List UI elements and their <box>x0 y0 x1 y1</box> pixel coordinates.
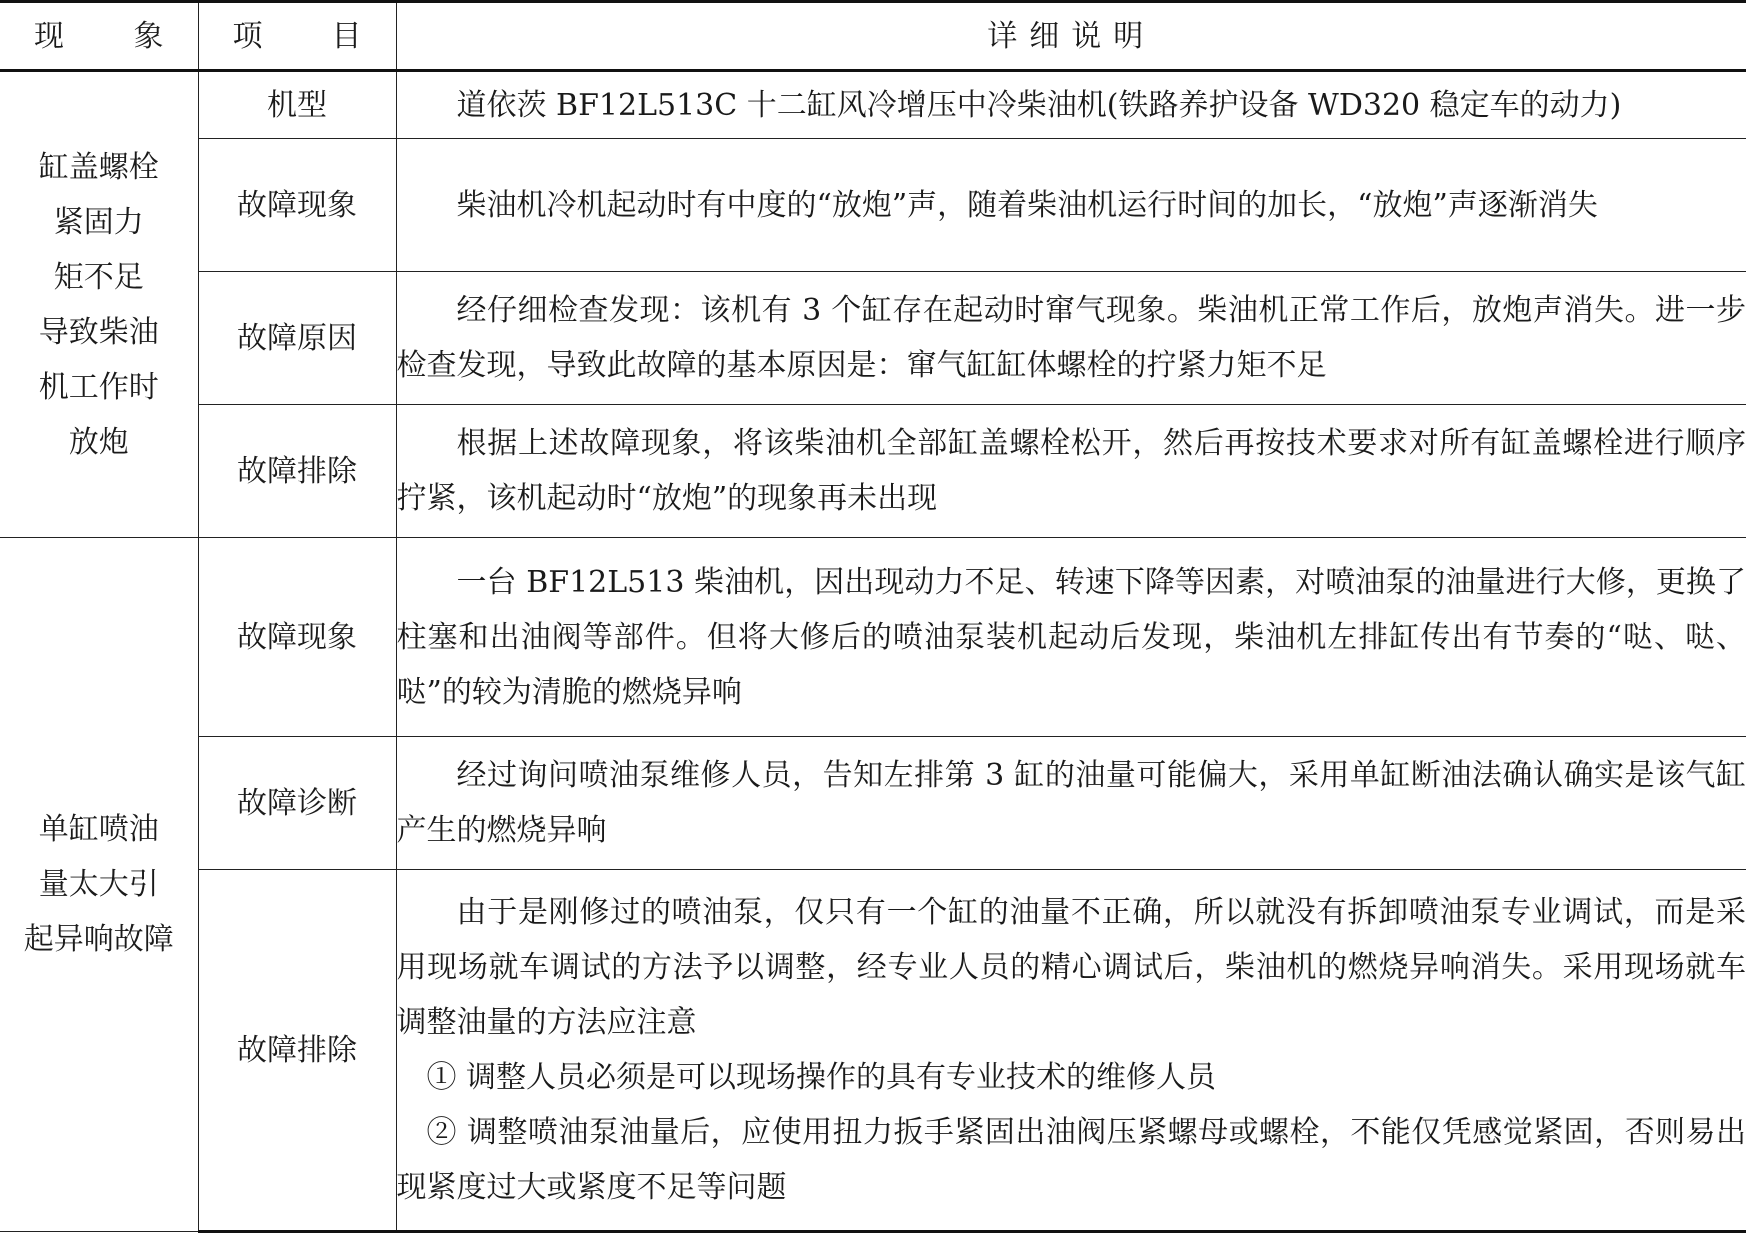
detail-cell <box>396 870 1746 1232</box>
phenomenon-line: 单缸喷油 <box>0 802 198 857</box>
phenomenon-line: 起异响故障 <box>0 912 198 967</box>
detail-paragraph: 经仔细检查发现：该机有 3 个缸存在起动时窜气现象。柴油机正常工作后，放炮声消失。进一步检查发现，导致此故障的基本原因是：窜气缸缸体螺栓的拧紧力矩不足 <box>397 283 1746 393</box>
phenomenon-line: 导致柴油 <box>0 305 198 360</box>
header-phenomenon <box>0 2 198 71</box>
header-phenomenon-char: 象 <box>134 9 164 64</box>
item-label: 故障原因 <box>198 272 396 405</box>
table-row <box>0 870 1746 1232</box>
detail-numbered-item: ① 调整人员必须是可以现场操作的具有专业技术的维修人员 <box>397 1050 1746 1105</box>
phenomenon-line: 放炮 <box>0 415 198 470</box>
detail-paragraph: 一台 BF12L513 柴油机，因出现动力不足、转速下降等因素，对喷油泵的油量进行大修，更换了柱塞和出油阀等部件。但将大修后的喷油泵装机起动后发现，柴油机左排缸传出有节奏的“哒、哒、哒”的较为清脆的燃烧异响 <box>397 555 1746 720</box>
detail-cell <box>396 272 1746 405</box>
item-label: 故障现象 <box>198 139 396 272</box>
detail-paragraph: 由于是刚修过的喷油泵，仅只有一个缸的油量不正确，所以就没有拆卸喷油泵专业调试，而是采用现场就车调试的方法予以调整，经专业人员的精心调试后，柴油机的燃烧异响消失。采用现场就车调整油量的方法应注意 <box>397 885 1746 1050</box>
table-row <box>0 139 1746 272</box>
detail-cell <box>396 737 1746 870</box>
detail-paragraph: 道依茨 BF12L513C 十二缸风冷增压中冷柴油机(铁路养护设备 WD320 稳定车的动力) <box>397 78 1746 133</box>
header-item-char: 目 <box>332 9 362 64</box>
header-item-char: 项 <box>233 9 263 64</box>
phenomenon-line: 缸盖螺栓 <box>0 140 198 195</box>
table-row <box>0 538 1746 737</box>
header-phenomenon-char: 现 <box>34 9 64 64</box>
table-row <box>0 405 1746 538</box>
table-row <box>0 71 1746 139</box>
item-label: 机型 <box>198 71 396 139</box>
phenomenon-line: 紧固力 <box>0 195 198 250</box>
table-row <box>0 272 1746 405</box>
item-label: 故障排除 <box>198 405 396 538</box>
header-detail: 详细说明 <box>396 2 1746 71</box>
detail-cell <box>396 538 1746 737</box>
case1-phenomenon <box>0 71 198 538</box>
phenomenon-line: 矩不足 <box>0 250 198 305</box>
detail-paragraph: 柴油机冷机起动时有中度的“放炮”声，随着柴油机运行时间的加长，“放炮”声逐渐消失 <box>397 178 1746 233</box>
detail-paragraph: 经过询问喷油泵维修人员，告知左排第 3 缸的油量可能偏大，采用单缸断油法确认确实是该气缸产生的燃烧异响 <box>397 748 1746 858</box>
item-label: 故障诊断 <box>198 737 396 870</box>
phenomenon-line: 机工作时 <box>0 360 198 415</box>
item-label: 故障排除 <box>198 870 396 1232</box>
table-row <box>0 737 1746 870</box>
header-item <box>198 2 396 71</box>
phenomenon-line: 量太大引 <box>0 857 198 912</box>
detail-paragraph: 根据上述故障现象，将该柴油机全部缸盖螺栓松开，然后再按技术要求对所有缸盖螺栓进行顺序拧紧，该机起动时“放炮”的现象再未出现 <box>397 416 1746 526</box>
detail-cell <box>396 405 1746 538</box>
item-label: 故障现象 <box>198 538 396 737</box>
detail-cell <box>396 139 1746 272</box>
case2-phenomenon <box>0 538 198 1232</box>
detail-cell <box>396 71 1746 139</box>
table-header-row <box>0 2 1746 71</box>
detail-numbered-item: ② 调整喷油泵油量后，应使用扭力扳手紧固出油阀压紧螺母或螺栓，不能仅凭感觉紧固，否则易出现紧度过大或紧度不足等问题 <box>397 1105 1746 1215</box>
